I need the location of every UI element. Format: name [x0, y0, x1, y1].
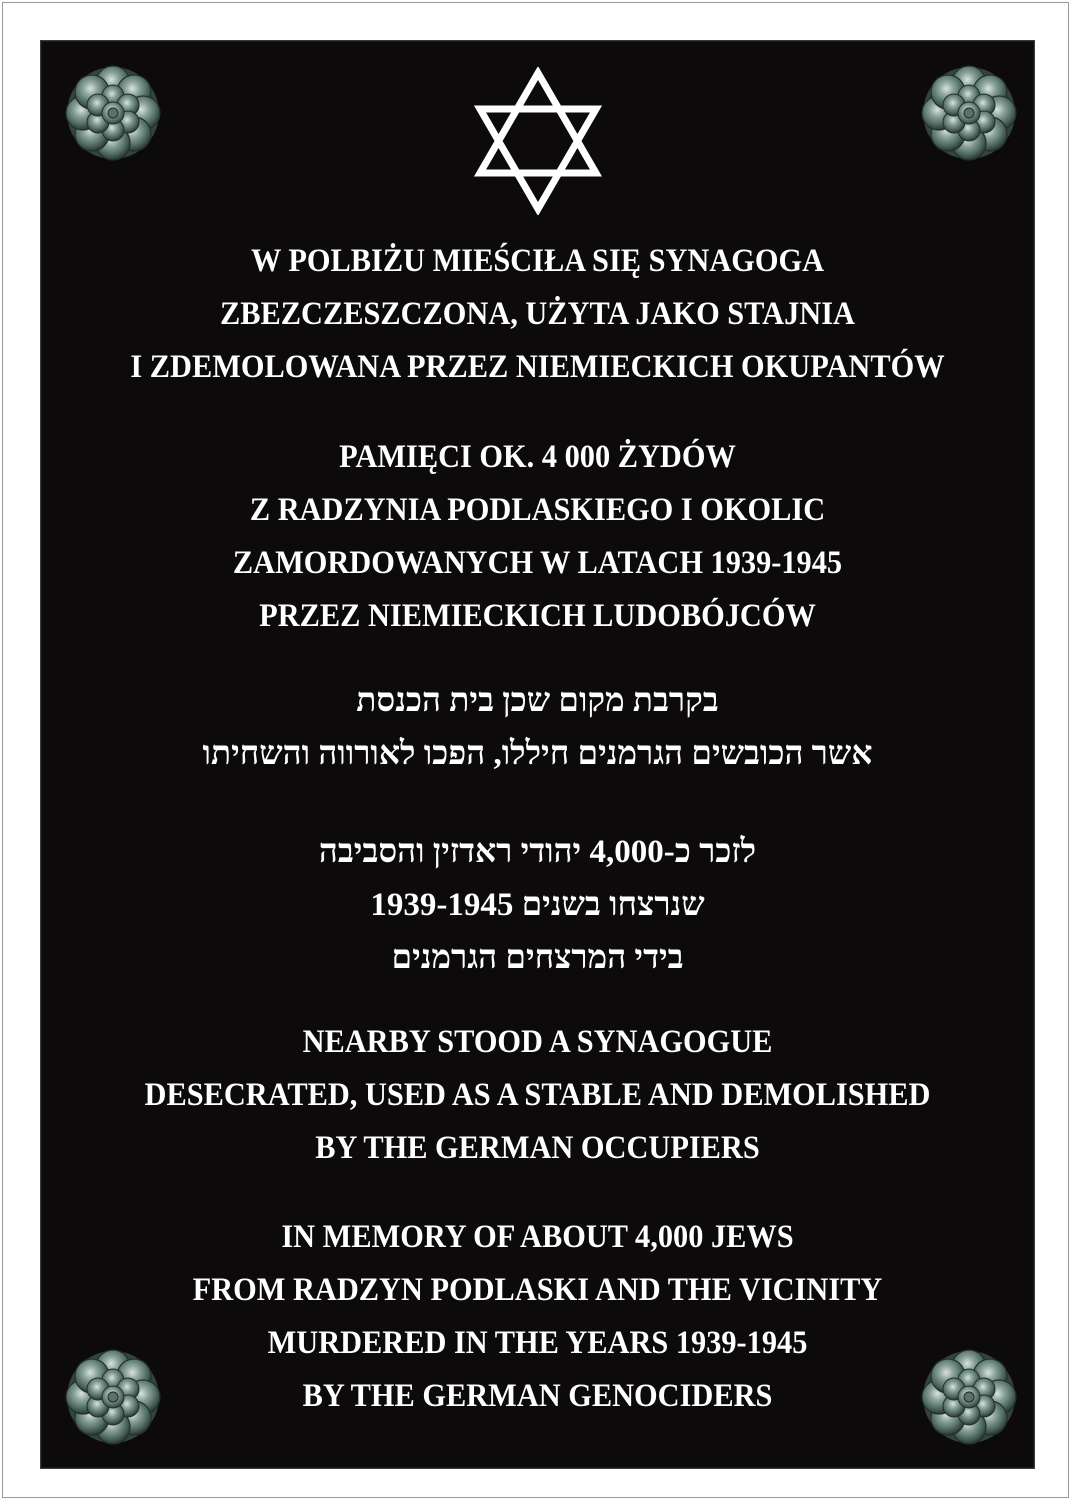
text-line: I ZDEMOLOWANA PRZEZ NIEMIECKICH OKUPANTÓW: [130, 349, 945, 385]
text-line: BY THE GERMAN OCCUPIERS: [315, 1130, 760, 1166]
text-line: אשר הכובשים הגרמנים חיללו, הפכו לאורווה והשחיתו: [202, 736, 873, 772]
memorial-plaque: [40, 40, 1035, 1469]
polish-memory-text: [41, 431, 1034, 643]
text-line: ZBEZCZESZCZONA, UŻYTA JAKO STAJNIA: [220, 296, 855, 332]
text-line: ZAMORDOWANYCH W LATACH 1939-1945: [232, 545, 843, 581]
text-line: IN MEMORY OF ABOUT 4,000 JEWS: [281, 1219, 794, 1255]
english-memory-text: [41, 1211, 1034, 1423]
polish-synagogue-text: [41, 235, 1034, 394]
text-line: BY THE GERMAN GENOCIDERS: [302, 1378, 773, 1414]
star-of-david-icon: [473, 67, 603, 215]
hebrew-memory-text: [41, 826, 1034, 985]
rosette-icon: [919, 63, 1019, 163]
hebrew-synagogue-text: [41, 675, 1034, 781]
text-line: NEARBY STOOD A SYNAGOGUE: [302, 1024, 773, 1060]
text-line: בקרבת מקום שכן בית הכנסת: [356, 683, 719, 719]
text-line: בידי המרצחים הגרמנים: [391, 940, 684, 976]
english-synagogue-text: [41, 1016, 1034, 1175]
text-line: PRZEZ NIEMIECKICH LUDOBÓJCÓW: [259, 598, 816, 634]
text-line: שנרצחו בשנים 1939-1945: [370, 887, 705, 923]
text-line: Z RADZYNIA PODLASKIEGO I OKOLIC: [249, 492, 826, 528]
text-line: MURDERED IN THE YEARS 1939-1945: [267, 1325, 808, 1361]
text-line: לזכר כ-4,000 יהודי ראדזין והסביבה: [318, 834, 757, 870]
text-line: W POLBIŻU MIEŚCIŁA SIĘ SYNAGOGA: [250, 243, 825, 279]
rosette-icon: [63, 63, 163, 163]
text-line: FROM RADZYN PODLASKI AND THE VICINITY: [192, 1272, 883, 1308]
text-line: DESECRATED, USED AS A STABLE AND DEMOLISHED: [144, 1077, 931, 1113]
text-line: PAMIĘCI OK. 4 000 ŻYDÓW: [339, 439, 736, 475]
